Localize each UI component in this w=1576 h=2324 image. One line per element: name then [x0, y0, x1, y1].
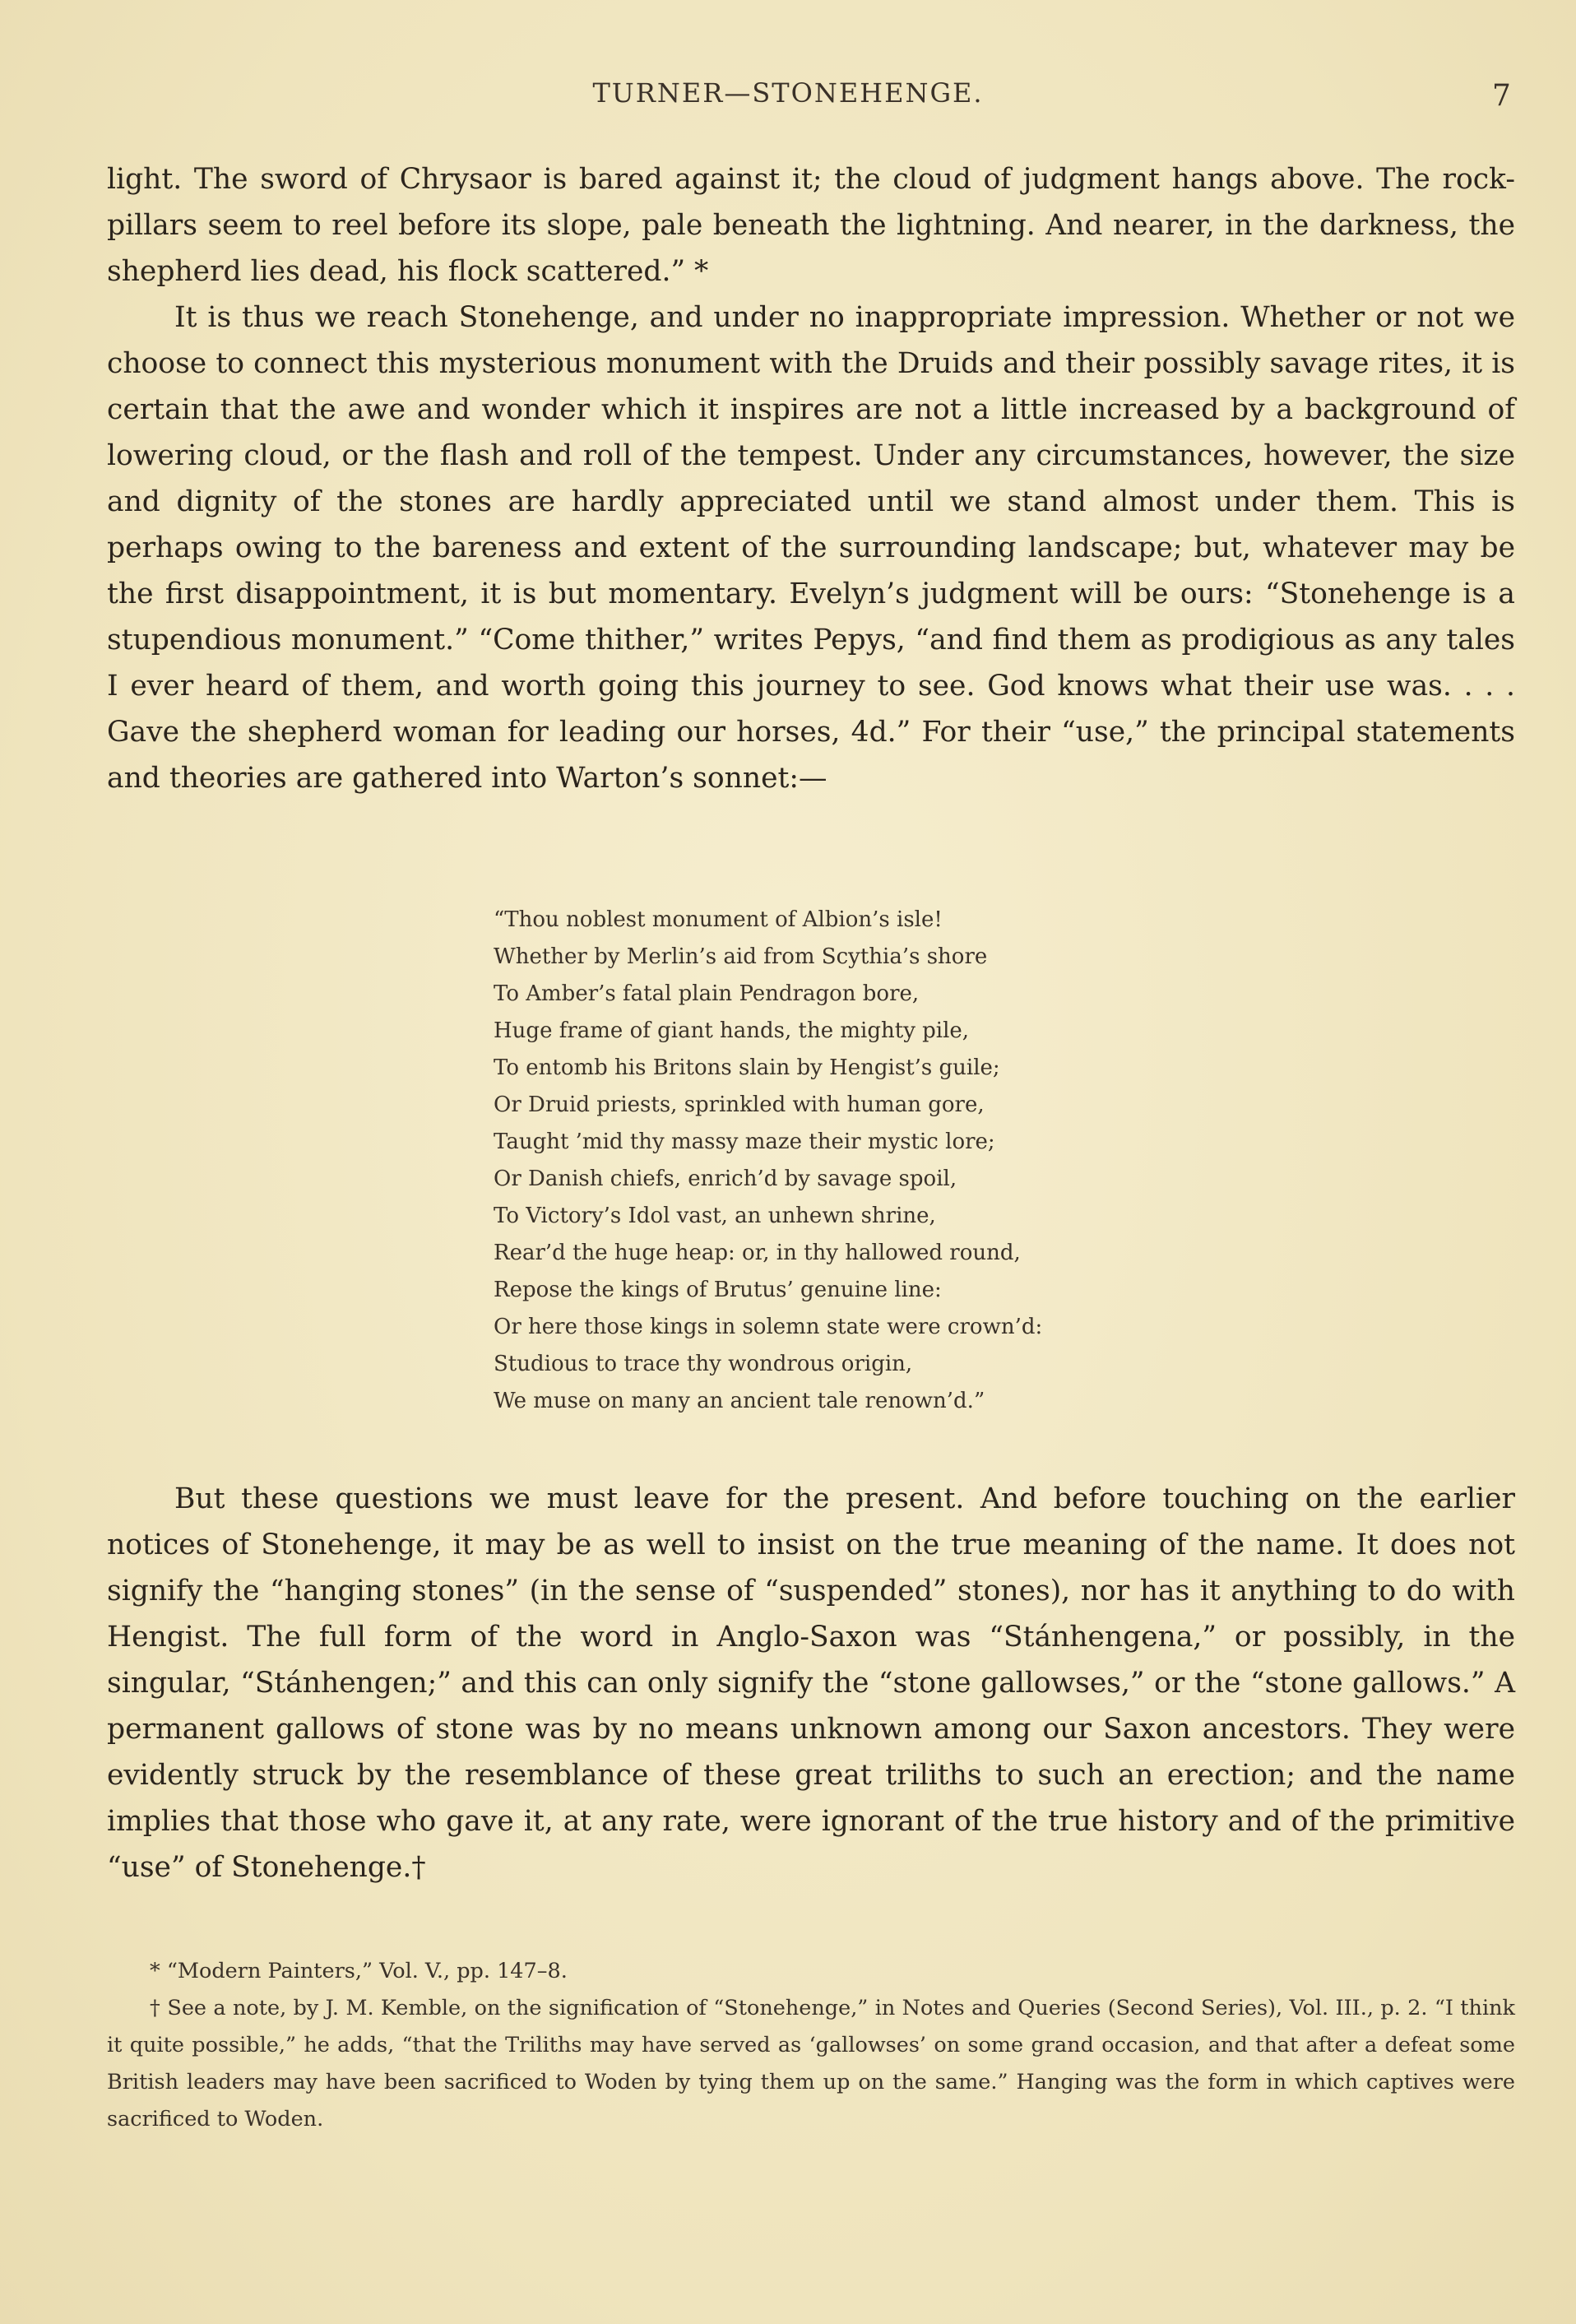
verse-line: To entomb his Britons slain by Hengist’s guile; [494, 1055, 1000, 1080]
verse-line: To Victory’s Idol vast, an unhewn shrine, [494, 1204, 936, 1228]
page-number: 7 [1492, 79, 1511, 113]
verse-line: Huge frame of giant hands, the mighty pile, [494, 1018, 970, 1043]
paragraph-1: light. The sword of Chrysaor is bared against it; the cloud of judgment hangs above. The rock-pillars seem to reel before its slope, pale beneath the lightning. And nearer, in the darkness, the shepherd lies dead, his flock scattered.” * [107, 163, 1515, 288]
verse-line: We muse on many an ancient tale renown’d.” [494, 1389, 985, 1413]
verse-line: Repose the kings of Brutus’ genuine line: [494, 1278, 942, 1302]
verse-line: Taught ’mid thy massy maze their mystic lore; [494, 1130, 995, 1154]
paragraph-3: But these questions we must leave for the present. And before touching on the earlier notices of Stonehenge, it may be as well to insist on the true meaning of the name. It does not signify the “hanging stones” (in the sense of “suspended” stones), nor has it anything to do with Hengist. The full form of the word in Anglo-Saxon was “Stánhengena,” or possibly, in the singular, “Stánhengen;” and this can only signify the “stone gallowses,” or the “stone gallows.” A permanent gallows of stone was by no means unknown among our Saxon ancestors. They were evidently struck by the resemblance of these great triliths to such an erection; and the name implies that those who gave it, at any rate, were ignorant of the true history and of the primitive “use” of Stonehenge.† [107, 1482, 1515, 1884]
verse-line: Studious to trace thy wondrous origin, [494, 1352, 913, 1376]
running-title: TURNER—STONEHENGE. [592, 77, 984, 109]
verse-line: “Thou noblest monument of Albion’s isle! [494, 907, 943, 932]
sonnet-quotation [494, 902, 1152, 1420]
footnote-asterisk: * “Modern Painters,” Vol. V., pp. 147–8. [150, 1959, 568, 1983]
verse-line: Or Druid priests, sprinkled with human gore, [494, 1092, 985, 1117]
footnote-dagger: † See a note, by J. M. Kemble, on the signification of “Stonehenge,” in Notes and Queries (Second Series), Vol. III., p. 2. “I think it quite possible,” he adds, “that the Triliths may have served as ‘gallowses’ on some grand occasion, and that after a defeat some British leaders may have been sacrificed to Woden by tying them up on the same.” Hanging was the form in which captives were sacrificed to Woden. [107, 1996, 1515, 2131]
verse-line: Whether by Merlin’s aid from Scythia’s shore [494, 944, 988, 969]
verse-line: Or Danish chiefs, enrich’d by savage spoil, [494, 1167, 957, 1191]
paragraph-2: It is thus we reach Stonehenge, and under no inappropriate impression. Whether or not we choose to connect this mysterious monument with the Druids and their possibly savage rites, it is certain that the awe and wonder which it inspires are not a little increased by a background of lowering cloud, or the flash and roll of the tempest. Under any circumstances, however, the size and dignity of the stones are hardly appreciated until we stand almost under them. This is perhaps owing to the bareness and extent of the surrounding landscape; but, whatever may be the first disappointment, it is but momentary. Evelyn’s judgment will be ours: “Stonehenge is a stupendious monument.” “Come thither,” writes Pepys, “and find them as prodigious as any tales I ever heard of them, and worth going this journey to see. God knows what their use was. . . . Gave the shepherd woman for leading our horses, 4d.” For their “use,” the principal statements and theories are gathered into Warton’s sonnet:— [107, 301, 1515, 795]
verse-line: Or here those kings in solemn state were crown’d: [494, 1315, 1043, 1339]
verse-line: Rear’d the huge heap: or, in thy hallowed round, [494, 1241, 1021, 1265]
verse-line: To Amber’s fatal plain Pendragon bore, [494, 981, 920, 1006]
footnotes [107, 1953, 1515, 2138]
